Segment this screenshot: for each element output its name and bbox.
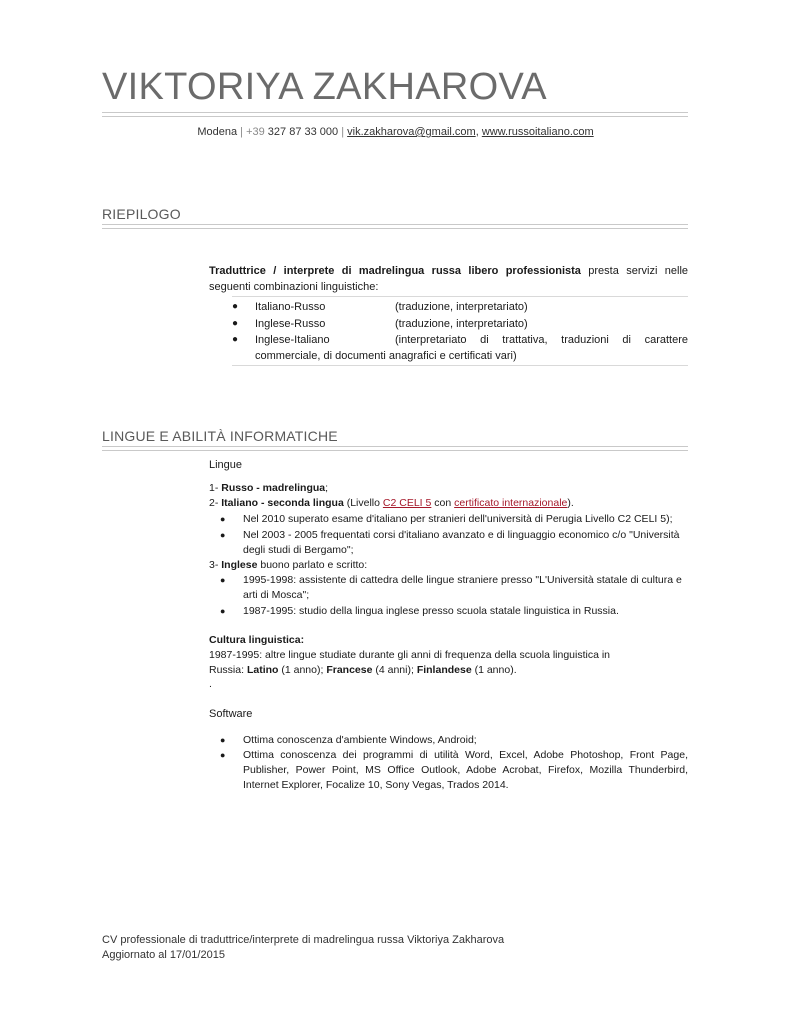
language-pair: Italiano-Russo: [255, 301, 326, 313]
summary-intro: [209, 263, 688, 295]
culture-languages: [209, 663, 517, 678]
bullet-icon: ●: [232, 334, 239, 345]
culture-title: Cultura linguistica:: [209, 634, 305, 646]
language-name: Russo - madrelingua: [221, 482, 326, 494]
bullet-icon: ●: [220, 514, 226, 524]
footer-line: CV professionale di traduttrice/interprete di madrelingua russa Viktoriya Zakharova: [102, 934, 505, 946]
culture-line: 1987-1995: altre lingue studiate durante gli anni di frequenza della scuola linguistica in: [209, 649, 611, 661]
language-number: 3-: [209, 559, 219, 571]
bullet-icon: ●: [220, 750, 226, 760]
certificate-link[interactable]: certificato internazionale: [454, 497, 568, 509]
language-number: 2-: [209, 497, 219, 509]
culture-prefix: Russia:: [209, 664, 245, 676]
language-level-text: buono parlato e scritto:: [260, 559, 368, 571]
language-level-text: con: [434, 497, 452, 509]
email-link[interactable]: vik.zakharova@gmail.com: [347, 126, 476, 138]
culture-language: Francese: [326, 664, 373, 676]
skills-divider: [102, 446, 688, 451]
contact-line: [0, 126, 791, 138]
candidate-name: VIKTORIYA ZAKHAROVA: [102, 66, 547, 108]
bullet-icon: ●: [220, 530, 226, 540]
culture-language: Latino: [246, 664, 279, 676]
list-item: [232, 299, 688, 315]
bullet-icon: ●: [232, 318, 239, 329]
list-item: 1995-1998: assistente di cattedra delle lingue straniere presso "L'Università statale di cultura e arti di Mosca";: [243, 574, 682, 601]
language-pair-services: (interpretariato di trattativa, traduzioni di carattere: [395, 334, 688, 346]
language-pair: Inglese-Italiano: [255, 334, 330, 346]
list-item: Nel 2010 superato esame d'italiano per stranieri dell'università di Perugia Livello C2 CELI 5);: [243, 513, 673, 525]
language-pair-services: (traduzione, interpretariato): [395, 301, 528, 313]
contact-phone-prefix: +39: [246, 126, 265, 138]
summary-divider: [102, 224, 688, 229]
culture-language: Finlandese: [416, 664, 472, 676]
name-divider: [102, 112, 688, 117]
contact-comma: ,: [475, 126, 479, 138]
summary-list-bottom-rule: [232, 365, 688, 366]
language-pair-services-continued: commerciale, di documenti anagrafici e certificati vari): [255, 350, 517, 362]
section-title-skills: LINGUE E ABILITÀ INFORMATICHE: [102, 428, 338, 444]
language-level-text: (Livello: [346, 497, 380, 509]
website-link[interactable]: www.russoitaliano.com: [481, 126, 594, 138]
summary-intro-bold: Traduttrice / interprete di madrelingua russa libero professionista: [209, 265, 581, 277]
list-item: [232, 316, 688, 332]
language-italian: [209, 496, 574, 511]
language-tail: ;: [325, 482, 329, 494]
summary-list-top-rule: [232, 296, 688, 297]
language-name: Inglese: [221, 559, 258, 571]
culture-duration: (1 anno);: [281, 664, 324, 676]
bullet-icon: ●: [220, 575, 226, 585]
list-item: [232, 332, 688, 364]
language-number: 1-: [209, 482, 219, 494]
contact-city: Modena: [197, 126, 238, 138]
culture-duration: (1 anno).: [474, 664, 517, 676]
section-title-summary: RIEPILOGO: [102, 206, 181, 222]
contact-separator: |: [240, 126, 243, 138]
bullet-icon: ●: [220, 735, 226, 745]
language-pair: Inglese-Russo: [255, 318, 326, 330]
contact-separator: |: [341, 126, 345, 138]
list-item: 1987-1995: studio della lingua inglese presso scuola statale linguistica in Russia.: [243, 605, 619, 617]
software-label: Software: [209, 708, 253, 720]
list-item: Nel 2003 - 2005 frequentati corsi d'italiano avanzato e di linguaggio economico c/o "Università degli studi di Bergamo";: [243, 529, 680, 556]
bullet-icon: ●: [220, 606, 226, 616]
language-english: [209, 558, 367, 573]
stray-dot: .: [209, 678, 212, 690]
list-item: Ottima conoscenza dei programmi di utilità Word, Excel, Adobe Photoshop, Front Page, Publisher, Power Point, MS Office Outlook, Adobe Acrobat, Firefox, Mozilla Thunderbird, Internet Explorer, Focalize 10, Sony Vegas, Trados 2014.: [243, 749, 688, 791]
culture-duration: (4 anni);: [375, 664, 414, 676]
list-item: Ottima conoscenza d'ambiente Windows, Android;: [243, 734, 477, 746]
footer-updated: Aggiornato al 17/01/2015: [102, 949, 225, 961]
language-name: Italiano - seconda lingua: [221, 497, 344, 509]
bullet-icon: ●: [232, 301, 239, 312]
language-russian: [209, 481, 328, 496]
contact-phone: 327 87 33 000: [267, 126, 339, 138]
language-tail: ).: [567, 497, 574, 509]
celi-level-link[interactable]: C2 CELI 5: [382, 497, 432, 509]
languages-label: Lingue: [209, 459, 243, 471]
summary-intro-rest: presta servizi nelle seguenti combinazioni linguistiche:: [209, 265, 689, 293]
language-pair-services: (traduzione, interpretariato): [395, 318, 528, 330]
